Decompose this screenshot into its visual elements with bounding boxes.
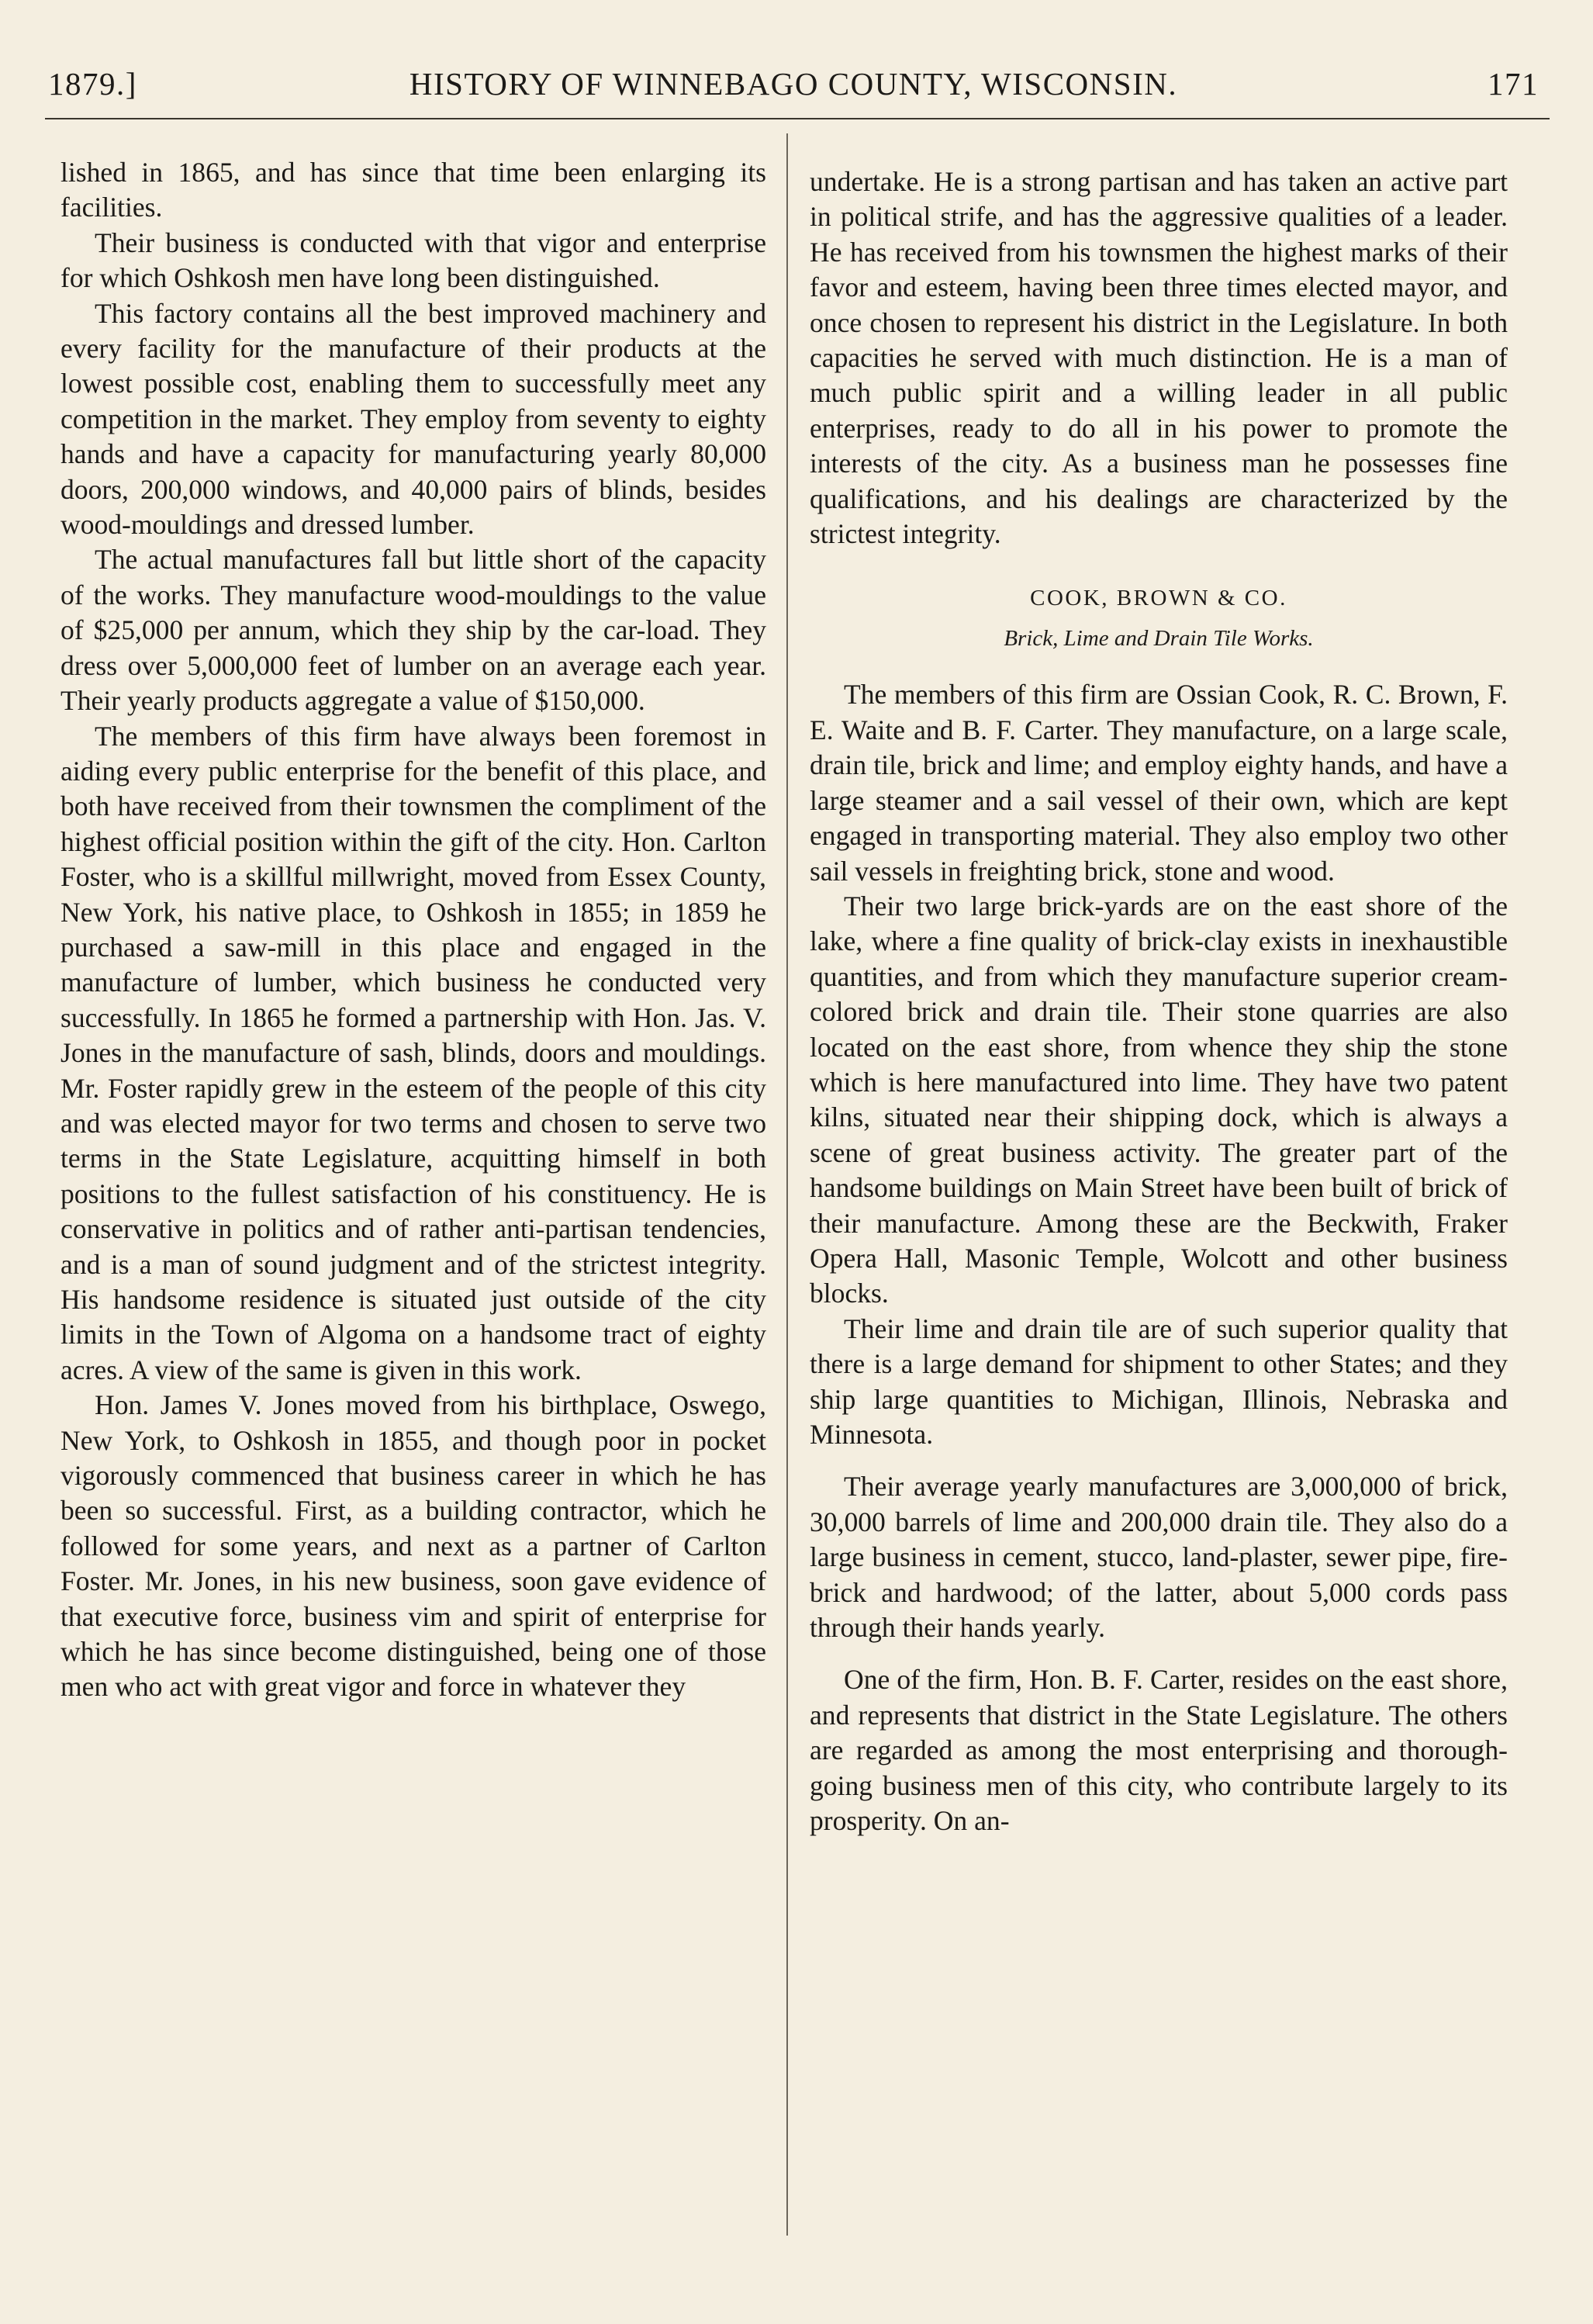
paragraph-right-intro: undertake. He is a strong partisan and has taken an active part in political strife, and has the aggressive qualities of a leader. He has received from his townsmen the highest marks of their favor and esteem, having been three times elected mayor, and once chosen to represent his district in the Legislature. In both capacities he served with much distinction. He is a man of much public spirit and a willing leader in all public enterprises, ready to do all in his power to promote the interests of the city. As a business man he possesses fine qualifications, and his dealings are characterized by the strictest integrity.: [810, 166, 1508, 550]
right-column: [810, 164, 1508, 1838]
section-title: COOK, BROWN & CO.: [1030, 586, 1287, 611]
paragraph-right-5: One of the firm, Hon. B. F. Carter, resides on the east shore, and represents that district in the State Legislature. The others are regarded as among the most enterprising and thorough-going business men of this city, who contribute largely to its prosperity. On an-: [810, 1664, 1508, 1837]
paragraph-left-6: Hon. James V. Jones moved from his birthplace, Oswego, New York, to Oshkosh in 1855, and though poor in pocket vigorously commenced that business career in which he has been so successful. First, as a building contractor, which he followed for some years, and next as a partner of Carlton Foster. Mr. Jones, in his new business, soon gave evidence of that executive force, business vim and spirit of enterprise for which he has since become distinguished, being one of those men who act with great vigor and force in whatever they: [60, 1389, 766, 1703]
paragraph-left-1: lished in 1865, and has since that time been enlarging its facilities.: [60, 157, 766, 223]
paragraph-left-4: The actual manufactures fall but little short of the capacity of the works. They manufacture wood-mouldings to the value of $25,000 per annum, which they ship by the car-load. They dress over 5,000,000 feet of lumber on an average each year. Their yearly products aggregate a value of $150,000.: [60, 544, 766, 717]
paragraph-right-2: Their two large brick-yards are on the east shore of the lake, where a fine quality of brick-clay exists in inexhaustible quantities, and from which they manufacture superior cream-colored brick and drain tile. Their stone quarries are also located on the east shore, from whence they ship the stone which is here manufactured into lime. They have two patent kilns, situated near their shipping dock, which is always a scene of great business activity. The greater part of the handsome buildings on Main Street have been built of brick of their manufacture. Among these are the Beckwith, Fraker Opera Hall, Masonic Temple, Wolcott and other business blocks.: [810, 890, 1508, 1309]
paragraph-left-2: Their business is conducted with that vigor and enterprise for which Oshkosh men have long been distinguished.: [60, 227, 766, 294]
paragraph-right-4: Their average yearly manufactures are 3,000,000 of brick, 30,000 barrels of lime and 200,000 drain tile. They also do a large business in cement, stucco, land-plaster, sewer pipe, fire-brick and hardwood; of the latter, about 5,000 cords pass through their hands yearly.: [810, 1471, 1508, 1644]
header-title: HISTORY OF WINNEBAGO COUNTY, WISCONSIN.: [409, 66, 1178, 102]
header-rule: [45, 118, 1550, 119]
paragraph-left-3: This factory contains all the best improved machinery and every facility for the manufacture of their products at the lowest possible cost, enabling them to successfully meet any competition in the market. They employ from seventy to eighty hands and have a capacity for manufacturing yearly 80,000 doors, 200,000 windows, and 40,000 pairs of blinds, besides wood-mouldings and dressed lumber.: [60, 297, 766, 541]
paragraph-left-5: The members of this firm have always been foremost in aiding every public enterprise for the benefit of this place, and both have received from their townsmen the compliment of the highest official position within the gift of the city. Hon. Carlton Foster, who is a skillful millwright, moved from Essex County, New York, his native place, to Oshkosh in 1855; in 1859 he purchased a saw-mill in this place and engaged in the manufacture of lumber, which business he conducted very successfully. In 1865 he formed a partnership with Hon. Jas. V. Jones in the manufacture of sash, blinds, doors and mouldings. Mr. Foster rapidly grew in the esteem of the people of this city and was elected mayor for two terms and chosen to serve two terms in the State Legislature, acquitting himself in both positions to the fullest satisfaction of his constituency. He is conservative in politics and of rather anti-partisan tendencies, and is a man of sound judgment and of the strictest integrity. His handsome residence is situated just outside of the city limits in the Town of Algoma on a handsome tract of eighty acres. A view of the same is given in this work.: [60, 720, 766, 1385]
paragraph-right-1: The members of this firm are Ossian Cook, R. C. Brown, F. E. Waite and B. F. Carter. They manufacture, on a large scale, drain tile, brick and lime; and employ eighty hands, and have a large steamer and a sail vessel of their own, which are kept engaged in transporting material. They also employ two other sail vessels in freighting brick, stone and wood.: [810, 679, 1508, 887]
left-column: [60, 155, 766, 1705]
header-year: 1879.]: [48, 66, 137, 102]
paragraph-right-3: Their lime and drain tile are of such superior quality that there is a large demand for shipment to other States; and they ship large quantities to Michigan, Illinois, Nebraska and Minnesota.: [810, 1312, 1508, 1450]
running-head: [48, 61, 1539, 107]
column-divider: [786, 133, 788, 2236]
page-number: 171: [1488, 66, 1539, 102]
section-subtitle: Brick, Lime and Drain Tile Works.: [1004, 626, 1314, 652]
